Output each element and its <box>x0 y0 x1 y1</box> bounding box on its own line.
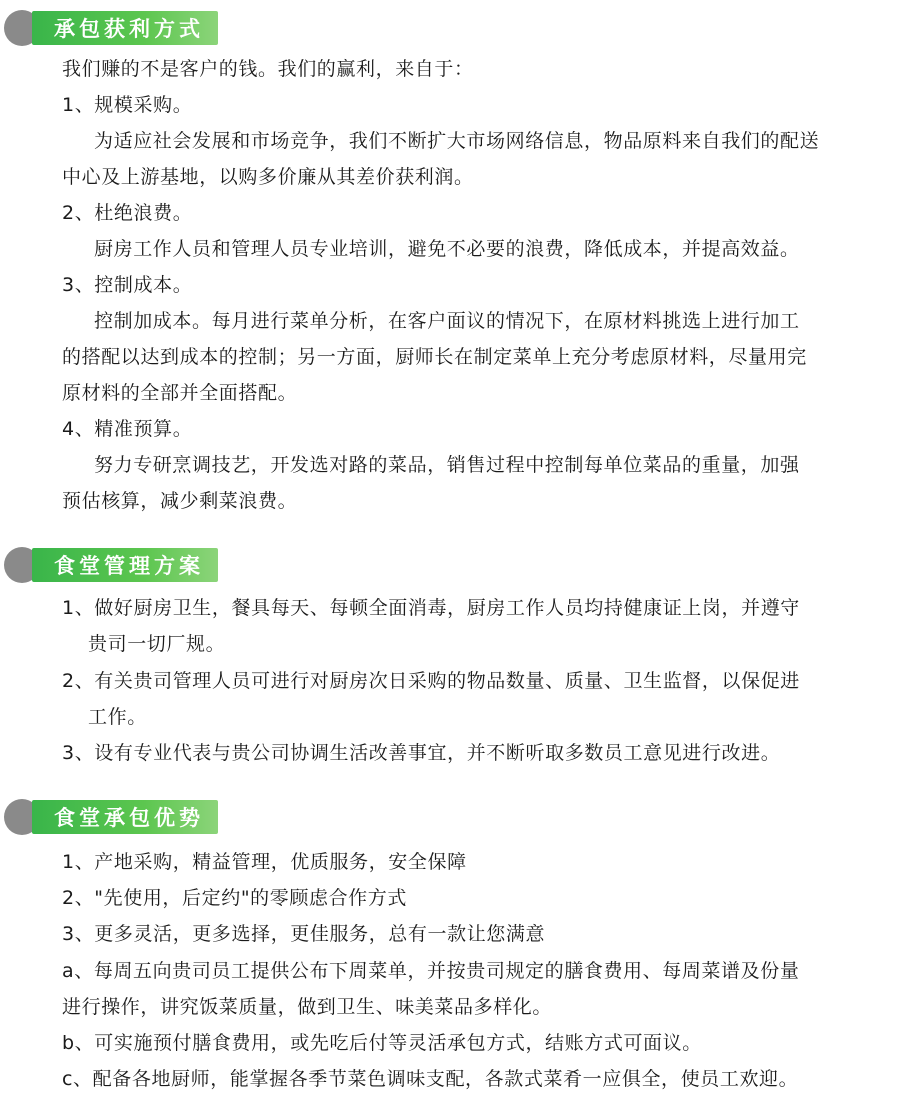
section-title: 食堂承包优势 <box>54 806 204 830</box>
section-header-canteen-management <box>0 543 230 587</box>
paragraph-line: 努力专研烹调技艺，开发选对路的菜品，销售过程中控制每单位菜品的重量，加强 <box>94 454 800 476</box>
paragraph-line: 预估核算，减少剩菜浪费。 <box>62 490 298 512</box>
list-item: b、可实施预付膳食费用，或先吃后付等灵活承包方式，结账方式可面议。 <box>62 1032 702 1054</box>
list-item: c、配备各地厨师，能掌握各季节菜色调味支配，各款式菜肴一应俱全，使员工欢迎。 <box>62 1068 799 1090</box>
paragraph-line: 中心及上游基地，以购多价廉从其差价获利润。 <box>62 166 474 188</box>
paragraph-line: 厨房工作人员和管理人员专业培训，避免不必要的浪费，降低成本，并提高效益。 <box>94 238 800 260</box>
paragraph-line: 为适应社会发展和市场竞争，我们不断扩大市场网络信息，物品原料来自我们的配送 <box>94 130 820 152</box>
list-item-continuation: 贵司一切厂规。 <box>88 633 226 655</box>
list-item: a、每周五向贵司员工提供公布下周菜单，并按贵司规定的膳食费用、每周菜谱及份量 <box>62 960 800 982</box>
list-item-heading: 3、控制成本。 <box>62 274 193 296</box>
list-item: 3、设有专业代表与贵公司协调生活改善事宜，并不断听取多数员工意见进行改进。 <box>62 742 781 764</box>
header-bar <box>32 11 218 45</box>
list-item: 1、做好厨房卫生，餐具每天、每顿全面消毒，厨房工作人员均持健康证上岗，并遵守 <box>62 597 800 619</box>
section-header-canteen-advantages <box>0 795 230 839</box>
paragraph-line: 原材料的全部并全面搭配。 <box>62 382 298 404</box>
list-item: 3、更多灵活，更多选择，更佳服务，总有一款让您满意 <box>62 923 546 945</box>
list-item-heading: 4、精准预算。 <box>62 418 193 440</box>
list-item-continuation: 工作。 <box>88 706 147 728</box>
list-item-heading: 2、杜绝浪费。 <box>62 202 193 224</box>
list-item-heading: 1、规模采购。 <box>62 94 193 116</box>
paragraph-line: 的搭配以达到成本的控制；另一方面，厨师长在制定菜单上充分考虑原材料，尽量用完 <box>62 346 807 368</box>
section-header-contract-profit <box>0 6 230 50</box>
header-bar <box>32 548 218 582</box>
list-item-continuation: 进行操作，讲究饭菜质量，做到卫生、味美菜品多样化。 <box>62 996 553 1018</box>
header-bar <box>32 800 218 834</box>
paragraph-line: 控制加成本。每月进行菜单分析，在客户面议的情况下，在原材料挑选上进行加工 <box>94 310 800 332</box>
section-title: 承包获利方式 <box>54 17 204 41</box>
section-title: 食堂管理方案 <box>54 554 204 578</box>
list-item: 2、有关贵司管理人员可进行对厨房次日采购的物品数量、质量、卫生监督，以保促进 <box>62 670 800 692</box>
list-item: 1、产地采购，精益管理，优质服务，安全保障 <box>62 851 467 873</box>
paragraph-line: 我们赚的不是客户的钱。我们的赢利，来自于： <box>62 58 474 80</box>
list-item: 2、"先使用，后定约"的零顾虑合作方式 <box>62 887 407 909</box>
